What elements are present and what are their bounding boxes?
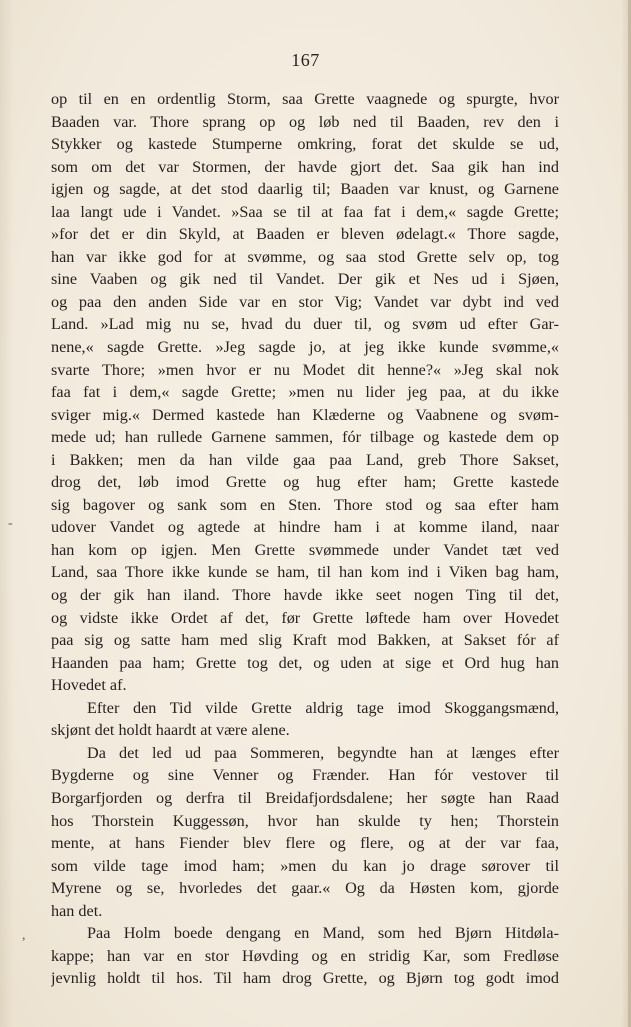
text-line: han det.	[51, 901, 103, 920]
text-line: svarte Thore; »men hvor er nu Modet dit henne?« »Jeg skal nok	[51, 360, 559, 379]
text-line: Bygderne og sine Venner og Frænder. Han fór vestover til	[51, 766, 559, 785]
text-line: og vidste ikke Ordet af det, før Grette løftede ham over Hovedet	[51, 608, 559, 627]
text-line: Hovedet af.	[51, 676, 127, 695]
body-text	[51, 88, 559, 990]
text-line: mente, at hans Fiender blev flere og flere, og at der var faa,	[51, 834, 559, 853]
text-line: Haanden paa ham; Grette tog det, og uden at sige et Ord hug han	[51, 653, 559, 672]
text-line: laa langt ude i Vandet. »Saa se til at faa fat i dem,« sagde Grette;	[51, 202, 559, 221]
text-line: igjen og sagde, at det stod daarlig til; Baaden var knust, og Garnene	[51, 180, 559, 199]
text-line: Land, saa Thore ikke kunde se ham, til han kom ind i Viken bag ham,	[51, 563, 559, 582]
text-line: sviger mig.« Dermed kastede han Klæderne og Vaabnene og svøm-	[51, 405, 559, 424]
text-line: Da det led ud paa Sommeren, begyndte han at længes efter	[87, 743, 559, 762]
text-line: drog det, løb imod Grette og hug efter ham; Grette kastede	[51, 473, 559, 492]
text-line: udover Vandet og agtede at hindre ham i at komme iland, naar	[51, 518, 559, 537]
text-line: hos Thorstein Kuggessøn, hvor han skulde ty hen; Thorstein	[51, 811, 559, 830]
text-line: sig bagover og sank som en Sten. Thore stod og saa efter ham	[51, 495, 559, 514]
text-line: jevnlig holdt til hos. Til ham drog Grette, og Bjørn tog godt imod	[51, 969, 559, 988]
text-line: han kom op igjen. Men Grette svømmede under Vandet tæt ved	[51, 540, 559, 559]
text-line: som vilde tage imod ham; »men du kan jo drage sørover til	[51, 856, 559, 875]
text-line: mede ud; han rullede Garnene sammen, fór tilbage og kastede dem op	[51, 428, 559, 447]
text-line: nene,« sagde Grette. »Jeg sagde jo, at jeg ikke kunde svømme,«	[51, 338, 559, 357]
text-line: Stykker og kastede Stumperne omkring, forat det skulde se ud,	[51, 135, 559, 154]
text-line: kappe; han var en stor Høvding og en stridig Kar, som Fredløse	[51, 946, 559, 965]
text-line: Myrene og se, hvorledes det gaar.« Og da Høsten kom, gjorde	[51, 879, 559, 898]
text-line: paa sig og satte ham med slig Kraft mod Bakken, at Sakset fór af	[51, 631, 559, 650]
text-line: faa fat i dem,« sagde Grette; »men nu lider jeg paa, at du ikke	[51, 383, 559, 402]
text-line: og der gik han iland. Thore havde ikke seet nogen Ting til det,	[51, 586, 559, 605]
text-line: han var ikke god for at svømme, og saa stod Grette selv op, tog	[51, 247, 559, 266]
text-line: og paa den anden Side var en stor Vig; Vandet var dybt ind ved	[51, 292, 559, 311]
text-line: skjønt det holdt haardt at være alene.	[51, 721, 290, 740]
text-line: i Bakken; men da han vilde gaa paa Land, greb Thore Sakset,	[51, 450, 559, 469]
margin-mark: ,	[22, 928, 26, 943]
page-number: 167	[291, 50, 320, 70]
text-line: Paa Holm boede dengang en Mand, som hed Bjørn Hitdøla-	[87, 924, 559, 943]
text-line: sine Vaaben og gik ned til Vandet. Der gik et Nes ud i Sjøen,	[51, 270, 559, 289]
text-line: op til en en ordentlig Storm, saa Grette vaagnede og spurgte, hvor	[51, 90, 559, 108]
text-line: Borgarfjorden og derfra til Breidafjordsdalene; her søgte han Raad	[51, 788, 559, 807]
margin-dash: -	[8, 516, 13, 531]
text-line: som om det var Stormen, der havde gjort det. Saa gik han ind	[51, 157, 559, 176]
text-line: Land. »Lad mig nu se, hvad du duer til, og svøm ud efter Gar-	[51, 315, 559, 334]
text-line: Efter den Tid vilde Grette aldrig tage imod Skoggangsmænd,	[87, 698, 559, 717]
text-line: »for det er din Skyld, at Baaden er bleven ødelagt.« Thore sagde,	[51, 225, 559, 244]
text-line: Baaden var. Thore sprang op og løb ned til Baaden, rev den i	[51, 112, 559, 131]
